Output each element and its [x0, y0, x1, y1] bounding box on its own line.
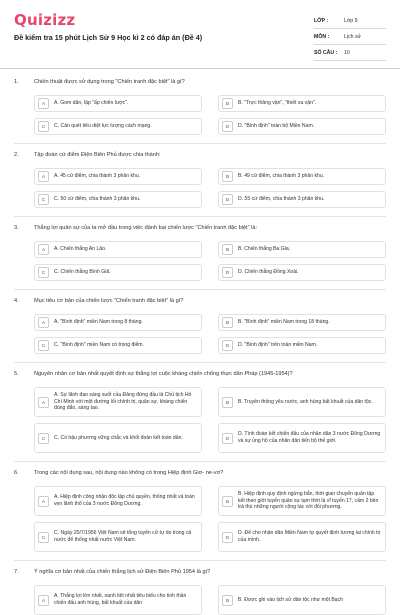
option-letter: A — [38, 397, 49, 408]
answer-option[interactable] — [218, 118, 386, 135]
answer-option[interactable] — [34, 486, 202, 516]
question-text: Thắng lợi quân sự của ta mở đầu trong việc đánh bại chiến lược "Chiến tranh đặc biệt" là: — [34, 225, 258, 231]
option-text: A. Thắng lợi lớn nhất, oanh liệt nhất tiêu biểu cho tinh thần chiến đấu anh hùng, bất khuất của dân — [54, 593, 187, 606]
question-divider — [14, 362, 386, 363]
option-text: C. "Bình định" miền Nam có trọng điểm. — [54, 342, 144, 349]
answer-option[interactable] — [34, 241, 202, 258]
question-7 — [14, 568, 386, 615]
question-text: Trong các nội dung sau, nội dung nào không có trong Hiệp định Giơ- ne-vơ? — [34, 470, 224, 476]
option-text: C. Có hậu phương vững chắc và khối đoàn kết toàn dân. — [54, 434, 183, 441]
question-divider — [14, 461, 386, 462]
option-text: D. Để cho nhân dân Miền Nam tự quyết định tương lai chính trị của mình. — [238, 530, 381, 543]
answer-option[interactable] — [34, 95, 202, 112]
question-divider — [14, 289, 386, 290]
header-divider — [0, 68, 400, 69]
question-number: 7. — [14, 569, 19, 575]
option-text: A. Gom dân, lập "ấp chiến lược". — [54, 100, 129, 107]
answer-option[interactable] — [218, 423, 386, 453]
answer-option[interactable] — [34, 387, 202, 417]
answer-option[interactable] — [34, 264, 202, 281]
answer-option[interactable] — [34, 423, 202, 453]
option-letter: B — [222, 496, 233, 507]
option-text: D. 55 cứ điểm, chia thành 3 phân khu. — [238, 196, 325, 203]
option-text: D. "Bình định" trên toàn miền Nam. — [238, 342, 318, 349]
option-text: B. 49 cứ điểm, chia thành 3 phân khu. — [238, 173, 325, 180]
option-letter: D — [222, 433, 233, 444]
answer-option[interactable] — [34, 168, 202, 185]
answer-option[interactable] — [34, 314, 202, 331]
answer-option[interactable] — [218, 337, 386, 354]
answer-option[interactable] — [218, 314, 386, 331]
option-text: A. Chiến thắng An Lão. — [54, 246, 107, 253]
question-number: 2. — [14, 152, 19, 158]
question-number: 4. — [14, 298, 19, 304]
question-number: 1. — [14, 79, 19, 85]
question-text: Ý nghĩa cơ bản nhất của chiến thắng lịch sử Điện Biên Phủ 1954 là gì? — [34, 569, 211, 575]
option-text: A. "Bình định" miền Nam trong 8 tháng. — [54, 319, 143, 326]
answer-option[interactable] — [218, 264, 386, 281]
question-number: 6. — [14, 470, 19, 476]
option-letter: D — [222, 532, 233, 543]
answer-option[interactable] — [218, 387, 386, 417]
meta-value: Lịch sử — [344, 33, 362, 40]
option-text: C. Cản quét tiêu diệt lực lượng cách mạng. — [54, 123, 152, 130]
question-3 — [14, 224, 386, 290]
option-text: B. "Bình định" miền Nam trong 18 tháng. — [238, 319, 330, 326]
worksheet-title: Đề kiểm tra 15 phút Lịch Sử 9 Học kì 2 có đáp án (Đề 4) — [14, 33, 203, 42]
option-letter: B — [222, 244, 233, 255]
option-letter: D — [222, 340, 233, 351]
answer-option[interactable] — [218, 191, 386, 208]
option-text: D. Tình đoàn kết chiến đấu của nhân dân 3 nước Đông Dương và sự ủng hộ của nhân dân tiến bộ thế giới. — [238, 431, 381, 444]
option-text: B. Truyền thống yêu nước, anh hùng bất khuất của dân tộc. — [238, 398, 373, 405]
option-letter: B — [222, 595, 233, 606]
option-text: B. "Trực thăng vận", "thiết xa vận". — [238, 100, 317, 107]
meta-value: 10 — [344, 49, 350, 56]
option-letter: D — [222, 267, 233, 278]
answer-option[interactable] — [34, 191, 202, 208]
answer-option[interactable] — [218, 241, 386, 258]
question-divider — [14, 560, 386, 561]
option-text: A. Sự lãnh đạo sáng suốt của Đảng đứng đầu là Chủ tịch Hồ Chí Minh với một đường lối chính trị, quân sự, kháng chiến đúng đắn, sáng tạo. — [54, 391, 192, 412]
answer-option[interactable] — [218, 168, 386, 185]
option-letter: C — [38, 433, 49, 444]
option-letter: C — [38, 194, 49, 205]
question-number: 3. — [14, 225, 19, 231]
answer-option[interactable] — [218, 95, 386, 112]
option-letter: B — [222, 397, 233, 408]
option-letter: A — [38, 171, 49, 182]
meta-row-count — [314, 45, 386, 61]
option-text: B. Được ghi vào lịch sử dân tộc như một Bạch — [238, 596, 344, 603]
option-letter: B — [222, 171, 233, 182]
option-text: D. Chiến thắng Đồng Xoài. — [238, 269, 299, 276]
option-letter: D — [222, 194, 233, 205]
meta-label: LỚP : — [314, 17, 329, 24]
question-1 — [14, 78, 386, 144]
answer-option[interactable] — [34, 585, 202, 615]
option-letter: C — [38, 267, 49, 278]
meta-table — [314, 13, 386, 61]
answer-option[interactable] — [34, 337, 202, 354]
question-4 — [14, 297, 386, 363]
quizizz-logo: Quizizz — [14, 11, 76, 29]
question-text: Mục tiêu cơ bản của chiến lược "Chiến tranh đặc biệt" là gì? — [34, 298, 184, 304]
worksheet-header — [0, 0, 400, 62]
option-letter: A — [38, 496, 49, 507]
option-text: B. Chiến thắng Ba Gia. — [238, 246, 291, 253]
question-5 — [14, 370, 386, 462]
option-letter: A — [38, 98, 49, 109]
meta-label: SỐ CÂU : — [314, 49, 338, 56]
option-letter: A — [38, 244, 49, 255]
option-text: A. 45 cứ điểm, chia thành 3 phân khu. — [54, 173, 141, 180]
answer-option[interactable] — [34, 522, 202, 552]
option-text: C. 50 cứ điểm, chia thành 3 phân khu. — [54, 196, 141, 203]
option-text: C. Chiến thắng Bình Giã. — [54, 269, 111, 276]
option-letter: D — [222, 121, 233, 132]
option-letter: B — [222, 98, 233, 109]
answer-option[interactable] — [34, 118, 202, 135]
option-text: A. Hiệp định công nhận độc lập chủ quyền, thống nhất và toàn vẹn lãnh thổ của 3 nước Đông Dương. — [54, 494, 195, 507]
meta-row-class — [314, 13, 386, 29]
meta-label: MÔN : — [314, 33, 330, 40]
answer-option[interactable] — [218, 486, 386, 516]
meta-value: Lớp 9 — [344, 17, 358, 24]
question-divider — [14, 143, 386, 144]
option-text: D. "Bình định" toàn bộ Miền Nam. — [238, 123, 315, 130]
option-letter: C — [38, 532, 49, 543]
question-text: Nguyên nhân cơ bản nhất quyết định sự thắng lợi cuộc kháng chiến chống thực dân Pháp (1945-1954)? — [34, 371, 293, 377]
question-divider — [14, 216, 386, 217]
answer-option[interactable] — [218, 522, 386, 552]
option-letter: A — [38, 317, 49, 328]
option-text: C. Ngày 20/7/1956 Việt Nam sẽ tổng tuyển cử tự do trong cả nước để thống nhất nước Việt Nam. — [54, 530, 192, 543]
question-list — [0, 78, 400, 615]
question-6 — [14, 469, 386, 561]
option-letter: B — [222, 317, 233, 328]
option-letter: C — [38, 121, 49, 132]
question-number: 5. — [14, 371, 19, 377]
option-letter: C — [38, 340, 49, 351]
meta-row-subject — [314, 29, 386, 45]
answer-option[interactable] — [218, 585, 386, 615]
question-text: Chiến thuật được sử dụng trong "Chiến tranh đặc biệt" là gì? — [34, 79, 185, 85]
question-text: Tập đoàn cứ điểm Điện Biên Phủ được chia thành: — [34, 152, 161, 158]
option-letter: A — [38, 595, 49, 606]
option-text: B. Hiệp định quy định ngừng bắn, thời gian chuyển quân tập kết theo giới tuyến quân sự tạm thời là vĩ tuyến 17, cấm 2 bên trả thù những người cộng tác với đối phương. — [238, 490, 379, 511]
question-2 — [14, 151, 386, 217]
